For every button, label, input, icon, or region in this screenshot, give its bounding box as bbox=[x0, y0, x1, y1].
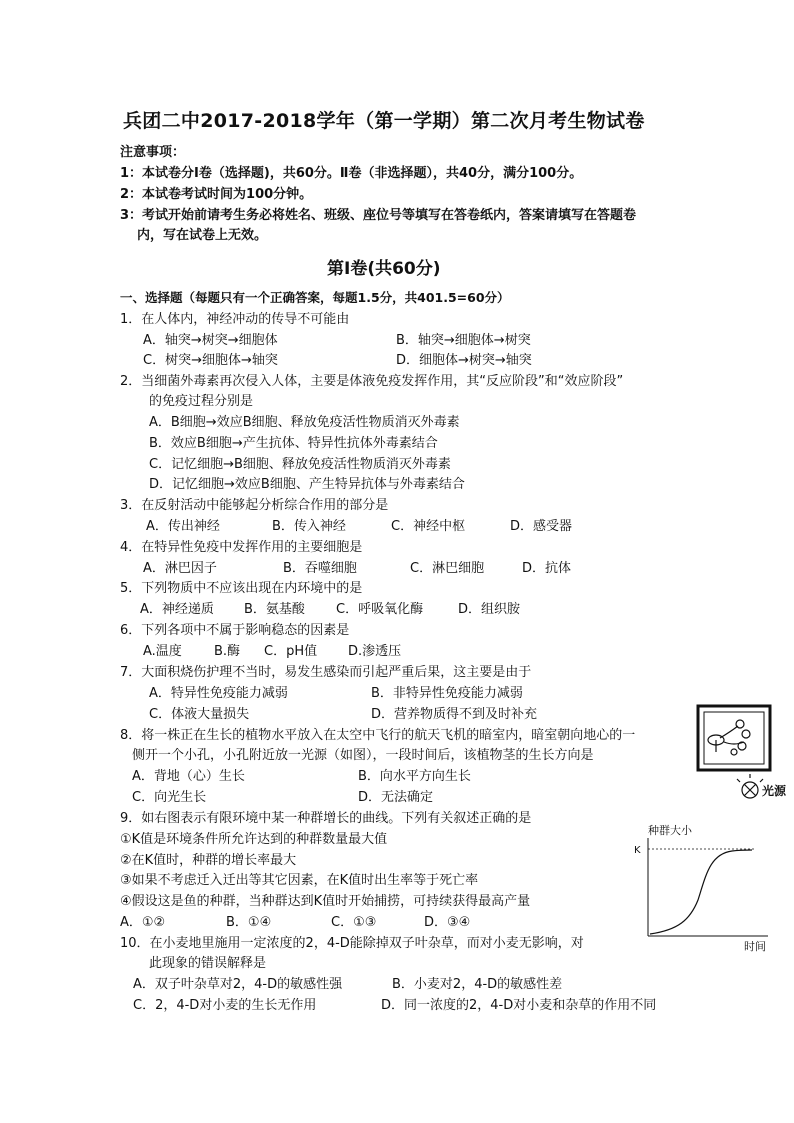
q8-option-c: C．向光生长 bbox=[132, 790, 207, 805]
question-9-stem: 9．如右图表示有限环境中某一种群增长的曲线。下列有关叙述正确的是 bbox=[120, 811, 532, 826]
q6-option-a: A.温度 bbox=[143, 644, 182, 659]
q3-option-d: D．感受器 bbox=[510, 519, 573, 534]
q8-option-b: B．向水平方向生长 bbox=[358, 769, 471, 784]
q7-option-d: D．营养物质得不到及时补充 bbox=[371, 707, 538, 722]
question-10-stem: 10．在小麦地里施用一定浓度的2，4-D能除掉双子叶杂草，而对小麦无影响，对 bbox=[120, 936, 584, 951]
note-item-2: 2：本试卷考试时间为100分钟。 bbox=[120, 187, 313, 202]
q10-option-b: B．小麦对2，4-D的敏感性差 bbox=[392, 977, 563, 992]
question-7-stem: 7．大面积烧伤护理不当时，易发生感染而引起严重后果，这主要是由于 bbox=[120, 665, 532, 680]
question-10-stem-cont: 此现象的错误解释是 bbox=[149, 956, 267, 971]
q7-option-a: A．特异性免疫能力减弱 bbox=[149, 686, 288, 701]
q4-option-b: B．吞噬细胞 bbox=[283, 561, 357, 576]
note-item-1: 1：本试卷分Ⅰ卷（选择题)，共60分。Ⅱ卷（非选择题），共40分，满分100分。 bbox=[120, 166, 583, 181]
note-item-3: 3：考试开始前请考生务必将姓名、班级、座位号等填写在答卷纸内，答案请填写在答题卷 bbox=[120, 208, 637, 223]
q1-option-a: A．轴突→树突→细胞体 bbox=[143, 333, 278, 348]
q8-option-a: A．背地（心）生长 bbox=[132, 769, 245, 784]
q1-option-b: B．轴突→细胞体→树突 bbox=[396, 333, 531, 348]
q10-option-c: C．2，4-D对小麦的生长无作用 bbox=[133, 998, 317, 1013]
question-3-stem: 3．在反射活动中能够起分析综合作用的部分是 bbox=[120, 498, 389, 513]
q8-option-d: D．无法确定 bbox=[358, 790, 434, 805]
question-9-statement-1: ①K值是环境条件所允许达到的种群数量最大值 bbox=[120, 832, 388, 847]
q10-option-d: D．同一浓度的2，4-D对小麦和杂草的作用不同 bbox=[381, 998, 657, 1013]
question-2-stem: 2．当细菌外毒素再次侵入人体，主要是体液免疫发挥作用，其“反应阶段”和“效应阶段” bbox=[120, 374, 624, 389]
question-9-statement-3: ③如果不考虑迁入迁出等其它因素，在K值时出生率等于死亡率 bbox=[120, 873, 479, 888]
q10-option-a: A．双子叶杂草对2，4-D的敏感性强 bbox=[133, 977, 343, 992]
s-growth-curve bbox=[650, 850, 752, 934]
notes-heading: 注意事项： bbox=[120, 145, 186, 160]
q1-option-d: D．细胞体→树突→轴突 bbox=[396, 353, 532, 368]
growth-xlabel: 时间 bbox=[744, 940, 766, 953]
q6-option-b: B.酶 bbox=[214, 644, 241, 659]
question-9-statement-4: ④假设这是鱼的种群，当种群达到K值时开始捕捞，可持续获得最高产量 bbox=[120, 894, 531, 909]
q7-option-c: C．体液大量损失 bbox=[149, 707, 250, 722]
light-source-icon bbox=[737, 774, 763, 798]
q9-option-a: A．①② bbox=[120, 915, 166, 930]
q4-option-d: D．抗体 bbox=[522, 561, 572, 576]
light-source-label: 光源 bbox=[762, 784, 787, 798]
population-growth-figure bbox=[628, 820, 778, 954]
question-9-statement-2: ②在K值时，种群的增长率最大 bbox=[120, 853, 297, 868]
growth-k-label: K bbox=[634, 845, 641, 856]
q2-option-b: B．效应B细胞→产生抗体、特异性抗体外毒素结合 bbox=[149, 436, 438, 451]
q1-option-c: C．树突→细胞体→轴突 bbox=[143, 353, 278, 368]
q6-option-d: D.渗透压 bbox=[348, 644, 402, 659]
q7-option-b: B．非特异性免疫能力减弱 bbox=[371, 686, 523, 701]
q4-option-c: C．淋巴细胞 bbox=[410, 561, 485, 576]
q5-option-a: A．神经递质 bbox=[140, 602, 214, 617]
question-2-stem-cont: 的免疫过程分别是 bbox=[149, 394, 254, 409]
plant-icon bbox=[708, 720, 750, 755]
dark-chamber-inner bbox=[704, 712, 764, 764]
question-5-stem: 5．下列物质中不应该出现在内环境中的是 bbox=[120, 581, 363, 596]
section-title: 第Ⅰ卷(共60分) bbox=[327, 259, 441, 279]
q5-option-c: C．呼吸氧化酶 bbox=[336, 602, 424, 617]
question-6-stem: 6．下列各项中不属于影响稳态的因素是 bbox=[120, 623, 350, 638]
q9-option-b: B．①④ bbox=[226, 915, 272, 930]
q4-option-a: A．淋巴因子 bbox=[143, 561, 217, 576]
q3-option-b: B．传入神经 bbox=[272, 519, 346, 534]
question-1-stem: 1．在人体内，神经冲动的传导不可能由 bbox=[120, 312, 350, 327]
plant-light-figure bbox=[690, 702, 794, 802]
q5-option-d: D．组织胺 bbox=[458, 602, 521, 617]
q2-option-d: D．记忆细胞→效应B细胞、产生特异抗体与外毒素结合 bbox=[149, 477, 465, 492]
q9-option-d: D．③④ bbox=[424, 915, 471, 930]
growth-ylabel: 种群大小 bbox=[648, 824, 692, 837]
q5-option-b: B．氨基酸 bbox=[244, 602, 305, 617]
page-title: 兵团二中2017-2018学年（第一学期）第二次月考生物试卷 bbox=[123, 110, 645, 132]
q2-option-c: C．记忆细胞→B细胞、释放免疫活性物质消灭外毒素 bbox=[149, 457, 451, 472]
q2-option-a: A．B细胞→效应B细胞、释放免疫活性物质消灭外毒素 bbox=[149, 415, 460, 430]
question-8-stem: 8．将一株正在生长的植物水平放入在太空中飞行的航天飞机的暗室内，暗室朝向地心的一 bbox=[120, 728, 636, 743]
q6-option-c: C．pH值 bbox=[264, 644, 318, 659]
question-4-stem: 4．在特异性免疫中发挥作用的主要细胞是 bbox=[120, 540, 363, 555]
note-item-3-cont: 内，写在试卷上无效。 bbox=[137, 228, 268, 243]
q3-option-a: A．传出神经 bbox=[146, 519, 220, 534]
q3-option-c: C．神经中枢 bbox=[391, 519, 466, 534]
section-instruction: 一、选择题（每题只有一个正确答案，每题1.5分，共401.5=60分） bbox=[120, 290, 510, 305]
question-8-stem-cont: 侧开一个小孔，小孔附近放一光源（如图），一段时间后，该植物茎的生长方向是 bbox=[132, 748, 594, 763]
q9-option-c: C．①③ bbox=[331, 915, 377, 930]
